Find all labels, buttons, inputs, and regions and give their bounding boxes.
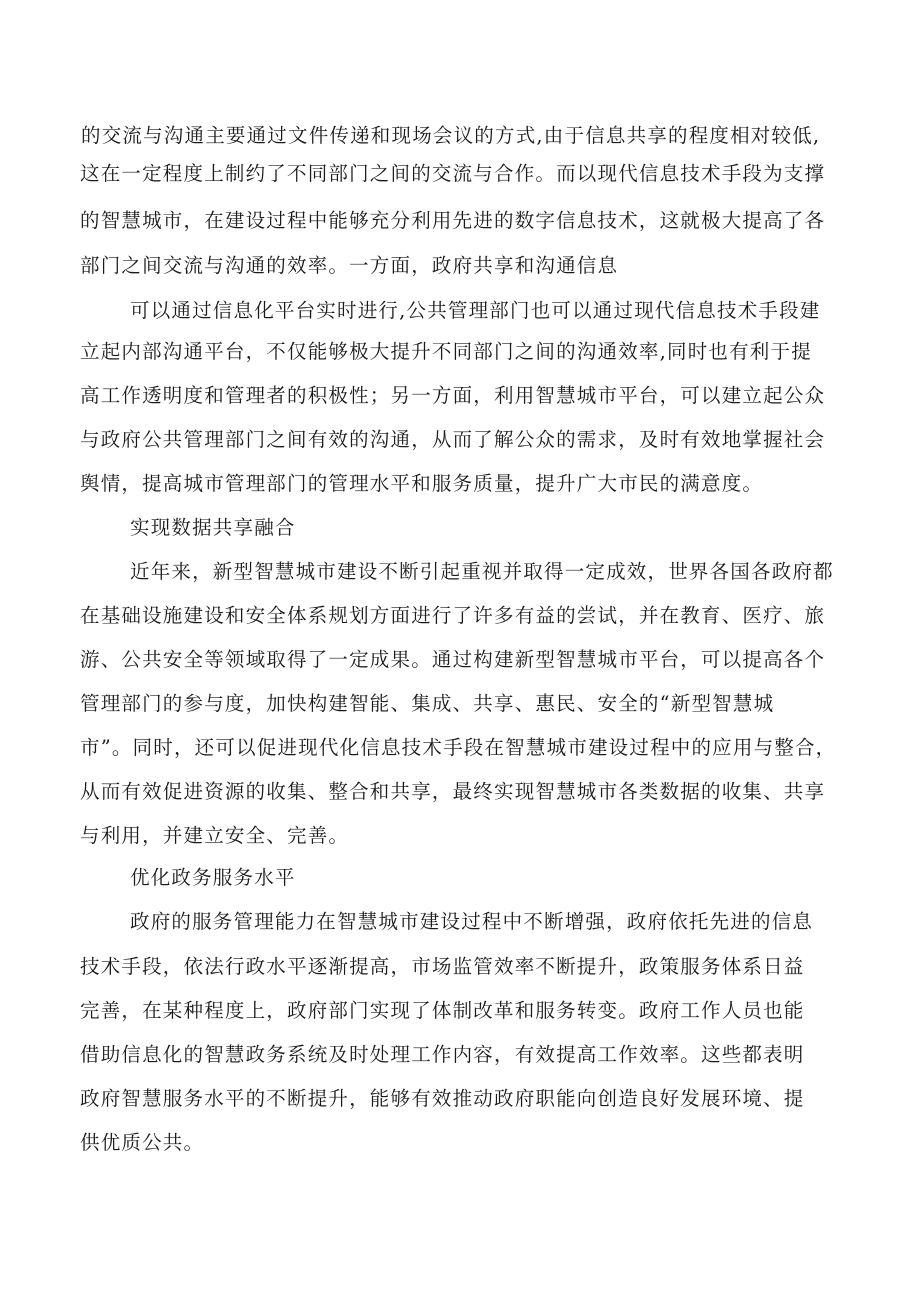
paragraph-4-line-5: 政府智慧服务水平的不断提升，能够有效推动政府职能向创造良好发展环境、提 bbox=[80, 1087, 805, 1110]
paragraph-1-line-2: 这在一定程度上制约了不同部门之间的交流与合作。而以现代信息技术手段为支撑 bbox=[80, 162, 826, 185]
paragraph-2-line-4: 与政府公共管理部门之间有效的沟通，从而了解公众的需求，及时有效地掌握社会 bbox=[80, 428, 826, 451]
paragraph-4-line-1: 政府的服务管理能力在智慧城市建设过程中不断增强，政府依托先进的信息 bbox=[130, 910, 814, 933]
paragraph-4-line-4: 借助信息化的智慧政务系统及时处理工作内容，有效提高工作效率。这些都表明 bbox=[80, 1043, 805, 1066]
paragraph-3-line-1: 近年来，新型智慧城市建设不断引起重视并取得一定成效，世界各国各政府都 bbox=[130, 560, 834, 583]
paragraph-3-line-3: 游、公共安全等领域取得了一定成果。通过构建新型智慧城市平台，可以提高各个 bbox=[80, 648, 826, 671]
paragraph-2-line-1: 可以通过信息化平台实时进行,公共管理部门也可以通过现代信息技术手段建 bbox=[130, 299, 821, 322]
paragraph-1-line-1: 的交流与沟通主要通过文件传递和现场会议的方式,由于信息共享的程度相对较低, bbox=[81, 124, 821, 147]
paragraph-4-line-3: 完善，在某种程度上，政府部门实现了体制改革和服务转变。政府工作人员也能 bbox=[80, 999, 805, 1022]
paragraph-3-line-2: 在基础设施建设和安全体系规划方面进行了许多有益的尝试，并在教育、医疗、旅 bbox=[80, 604, 826, 627]
paragraph-4-line-6: 供优质公共。 bbox=[80, 1131, 205, 1154]
paragraph-2-line-5: 舆情，提高城市管理部门的管理水平和服务质量，提升广大市民的满意度。 bbox=[80, 472, 764, 495]
section-heading-government-services: 优化政务服务水平 bbox=[130, 866, 296, 889]
paragraph-3-line-4: 管理部门的参与度，加快构建智能、集成、共享、惠民、安全的“新型智慧城 bbox=[80, 692, 775, 715]
paragraph-2-line-2: 立起内部沟通平台，不仅能够极大提升不同部门之间的沟通效率,同时也有利于提 bbox=[80, 340, 812, 363]
paragraph-1-line-3: 的智慧城市，在建设过程中能够充分利用先进的数字信息技术，这就极大提高了各 bbox=[80, 209, 826, 232]
paragraph-3-line-5: 市”。同时，还可以促进现代化信息技术手段在智慧城市建设过程中的应用与整合， bbox=[80, 736, 837, 759]
section-heading-data-sharing: 实现数据共享融合 bbox=[130, 516, 296, 539]
paragraph-1-line-4: 部门之间交流与沟通的效率。一方面，政府共享和沟通信息 bbox=[80, 254, 619, 277]
paragraph-4-line-2: 技术手段，依法行政水平逐渐提高，市场监管效率不断提升，政策服务体系日益 bbox=[80, 955, 805, 978]
paragraph-3-line-7: 与利用，并建立安全、完善。 bbox=[80, 824, 350, 847]
paragraph-3-line-6: 从而有效促进资源的收集、整合和共享，最终实现智慧城市各类数据的收集、共享 bbox=[80, 780, 826, 803]
paragraph-2-line-3: 高工作透明度和管理者的积极性；另一方面，利用智慧城市平台，可以建立起公众 bbox=[80, 384, 826, 407]
